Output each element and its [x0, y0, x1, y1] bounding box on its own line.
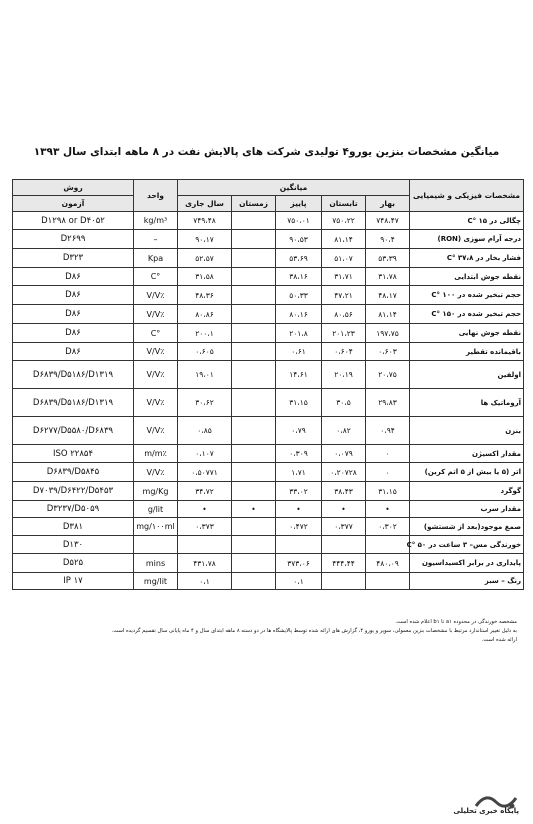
cell-summer: ۰،۰۷۹: [322, 445, 366, 463]
footnote: مشخصه خورندگی در محدوده a۱ تا b۱ اعلام شده است.: [395, 619, 517, 625]
cell-unit: C°: [134, 268, 178, 286]
cell-spring: ۳۱،۷۸: [366, 268, 410, 286]
table-row: [13, 324, 524, 343]
cell-method: D۳۸۱: [13, 518, 134, 536]
table-row: [13, 268, 524, 286]
cell-winter: [232, 343, 276, 361]
cell-summer: ۵۱،۰۷: [322, 249, 366, 268]
cell-summer: ۳۰،۵: [322, 389, 366, 417]
cell-current-year: [178, 536, 232, 554]
watermark-caption: پایگاه خبری تحلیلی: [453, 807, 519, 815]
cell-unit: g/lit: [134, 501, 178, 518]
cell-summer: ۳۱،۷۱: [322, 268, 366, 286]
cell-method: D۳۲۳: [13, 249, 134, 268]
cell-autumn: ۰،۴۷۲: [276, 518, 322, 536]
cell-winter: [232, 286, 276, 305]
cell-method: D۶۸۳۹/D۵۱۸۶/D۱۳۱۹: [13, 389, 134, 417]
row-property: مقدار اکسیژن: [410, 445, 524, 463]
cell-summer: ۸۱،۱۴: [322, 230, 366, 249]
header-method: روش: [13, 180, 134, 196]
cell-autumn: ۲۰۱،۸: [276, 324, 322, 343]
cell-unit: mg/۱۰۰ml: [134, 518, 178, 536]
row-property: نقطه جوش نهایی: [410, 324, 524, 343]
cell-winter: [232, 324, 276, 343]
header-test: آزمون: [13, 196, 134, 212]
cell-autumn: •: [276, 501, 322, 518]
cell-spring: [366, 536, 410, 554]
table-row: [13, 573, 524, 590]
row-property: نقطه جوش ابتدایی: [410, 268, 524, 286]
cell-autumn: ۳۸،۱۶: [276, 268, 322, 286]
cell-current-year: ۲۰۰،۱: [178, 324, 232, 343]
header-property: مشخصات فیزیکی و شیمیایی: [410, 180, 524, 212]
cell-unit: mg/Kg: [134, 482, 178, 501]
cell-current-year: ۰،۱: [178, 573, 232, 590]
row-property: گوگرد: [410, 482, 524, 501]
cell-current-year: ۰،۱۰۷: [178, 445, 232, 463]
cell-summer: ۸۰،۵۶: [322, 305, 366, 324]
cell-winter: [232, 554, 276, 573]
footnotes: [12, 618, 517, 645]
cell-winter: [232, 268, 276, 286]
cell-spring: [366, 573, 410, 590]
cell-winter: [232, 463, 276, 482]
table-row: [13, 343, 524, 361]
cell-autumn: ۷۵۰،۰۱: [276, 212, 322, 230]
cell-autumn: ۰،۳۰۹: [276, 445, 322, 463]
cell-method: D۶۲۷۷/D۵۵۸۰/D۶۸۳۹: [13, 417, 134, 445]
cell-winter: [232, 536, 276, 554]
cell-autumn: ۵۳،۶۹: [276, 249, 322, 268]
cell-spring: ۰،۹۴: [366, 417, 410, 445]
table-row: [13, 305, 524, 324]
cell-method: IP ۱۷: [13, 573, 134, 590]
cell-winter: [232, 361, 276, 389]
cell-summer: ۴۴۴،۴۴: [322, 554, 366, 573]
cell-method: D۲۶۹۹: [13, 230, 134, 249]
cell-unit: V/V٪: [134, 463, 178, 482]
cell-summer: •: [322, 501, 366, 518]
row-property: اتر (۵ یا بیش از ۵ اتم کربن): [410, 463, 524, 482]
cell-autumn: ۳۱،۱۵: [276, 389, 322, 417]
cell-spring: ۷۴۸،۴۷: [366, 212, 410, 230]
cell-spring: ۴۸۰،۰۹: [366, 554, 410, 573]
footnote: به دلیل تغییر استاندارد مرتبط با مشخصات بنزین معمولی، سوپر و یورو ۴، گزارش های ارائه شده توسط پالایشگاه ها در دو دسته ۸ ماهه ابتدای سال و ۴ ماه پایانی سال تقسیم گردیده است.: [111, 628, 517, 634]
cell-summer: ۰،۸۲: [322, 417, 366, 445]
cell-unit: V/V٪: [134, 286, 178, 305]
row-property: صمغ موجود(بعد از شستشو): [410, 518, 524, 536]
cell-method: D۳۲۳۷/D۵۰۵۹: [13, 501, 134, 518]
header-autumn: پاییز: [276, 196, 322, 212]
cell-method: D۷۰۳۹/D۶۴۲۲/D۵۴۵۳: [13, 482, 134, 501]
cell-current-year: ۹۰،۱۷: [178, 230, 232, 249]
cell-summer: [322, 536, 366, 554]
cell-current-year: ۰،۵۰۷۷۱: [178, 463, 232, 482]
cell-winter: [232, 212, 276, 230]
header-summer: تابستان: [322, 196, 366, 212]
cell-method: D۶۸۳۹/D۵۸۴۵: [13, 463, 134, 482]
cell-unit: –: [134, 230, 178, 249]
cell-winter: •: [232, 501, 276, 518]
header-current-year: سال جاری: [178, 196, 232, 212]
table-row: [13, 361, 524, 389]
cell-unit: Kpa: [134, 249, 178, 268]
header-winter: زمستان: [232, 196, 276, 212]
cell-summer: ۰،۳۷۷: [322, 518, 366, 536]
cell-method: D۸۶: [13, 286, 134, 305]
cell-autumn: ۳۷۳،۰۶: [276, 554, 322, 573]
cell-winter: [232, 482, 276, 501]
cell-unit: V/V٪: [134, 305, 178, 324]
cell-current-year: ۵۲،۵۷: [178, 249, 232, 268]
table-row: [13, 518, 524, 536]
cell-winter: [232, 305, 276, 324]
cell-summer: ۲۰۱،۲۳: [322, 324, 366, 343]
footnote: ارائه شده است.: [481, 637, 517, 643]
row-property: رنگ – سبز: [410, 573, 524, 590]
cell-unit: C°: [134, 324, 178, 343]
table-row: [13, 445, 524, 463]
cell-winter: [232, 230, 276, 249]
cell-method: D۱۲۹۸ or D۴۰۵۲: [13, 212, 134, 230]
cell-spring: ۰،۶۰۳: [366, 343, 410, 361]
cell-summer: [322, 573, 366, 590]
cell-current-year: ۱۹،۰۱: [178, 361, 232, 389]
cell-spring: ۹۰،۴: [366, 230, 410, 249]
row-property: باقیمانده تقطیر: [410, 343, 524, 361]
cell-current-year: ۰،۸۵: [178, 417, 232, 445]
cell-autumn: [276, 536, 322, 554]
cell-spring: ۲۹،۸۳: [366, 389, 410, 417]
cell-method: D۵۲۵: [13, 554, 134, 573]
cell-summer: ۰،۲۰۷۲۸: [322, 463, 366, 482]
table-row: [13, 482, 524, 501]
cell-method: D۸۶: [13, 343, 134, 361]
table-row: [13, 286, 524, 305]
row-property: آروماتیک ها: [410, 389, 524, 417]
table-row: [13, 554, 524, 573]
cell-spring: ۴۸،۱۷: [366, 286, 410, 305]
cell-autumn: ۵۰،۳۳: [276, 286, 322, 305]
header-average: میانگین: [178, 180, 410, 196]
cell-autumn: ۸۰،۱۶: [276, 305, 322, 324]
row-property: درجه آرام سوزی (RON): [410, 230, 524, 249]
table-row: [13, 501, 524, 518]
cell-autumn: ۰،۱: [276, 573, 322, 590]
cell-winter: [232, 518, 276, 536]
cell-spring: •: [366, 501, 410, 518]
cell-method: D۸۶: [13, 305, 134, 324]
cell-current-year: ۴۳۱،۷۸: [178, 554, 232, 573]
cell-autumn: ۰،۷۹: [276, 417, 322, 445]
cell-current-year: ۰،۶۰۵: [178, 343, 232, 361]
cell-summer: ۰،۶۰۴: [322, 343, 366, 361]
row-property: پایداری در برابر اکسیداسیون: [410, 554, 524, 573]
cell-method: D۱۳۰: [13, 536, 134, 554]
cell-method: D۸۶: [13, 268, 134, 286]
table-row: [13, 212, 524, 230]
cell-current-year: ۸۰،۸۶: [178, 305, 232, 324]
cell-spring: ۵۳،۳۹: [366, 249, 410, 268]
cell-unit: mg/lit: [134, 573, 178, 590]
table-row: [13, 463, 524, 482]
cell-current-year: ۳۰،۶۲: [178, 389, 232, 417]
cell-unit: mins: [134, 554, 178, 573]
header-spring: بهار: [366, 196, 410, 212]
cell-spring: ۰،۳۰۲: [366, 518, 410, 536]
cell-unit: kg/m³: [134, 212, 178, 230]
cell-spring: ۰: [366, 463, 410, 482]
cell-spring: ۱۹۷،۷۵: [366, 324, 410, 343]
cell-unit: V/V٪: [134, 389, 178, 417]
row-property: حجم تبخیر شده در C° ۱۵۰: [410, 305, 524, 324]
cell-winter: [232, 417, 276, 445]
cell-spring: ۰: [366, 445, 410, 463]
cell-unit: [134, 536, 178, 554]
row-property: اولفین: [410, 361, 524, 389]
row-property: مقدار سرب: [410, 501, 524, 518]
cell-current-year: ۴۸،۳۶: [178, 286, 232, 305]
cell-current-year: ۳۴،۷۲: [178, 482, 232, 501]
cell-unit: V/V٪: [134, 361, 178, 389]
cell-unit: V/V٪: [134, 417, 178, 445]
specs-table: [12, 179, 524, 590]
cell-spring: ۸۱،۱۴: [366, 305, 410, 324]
cell-winter: [232, 573, 276, 590]
cell-spring: ۲۰،۷۵: [366, 361, 410, 389]
table-row: [13, 417, 524, 445]
cell-autumn: ۳۳،۰۲: [276, 482, 322, 501]
table-row: [13, 230, 524, 249]
cell-unit: m/m٪: [134, 445, 178, 463]
cell-winter: [232, 249, 276, 268]
table-row: [13, 249, 524, 268]
cell-autumn: ۱،۷۱: [276, 463, 322, 482]
header-unit: واحد: [134, 180, 178, 212]
cell-current-year: ۰،۳۷۳: [178, 518, 232, 536]
row-property: فشار بخار در C° ۳۷،۸: [410, 249, 524, 268]
table-row: [13, 536, 524, 554]
cell-summer: ۴۷،۲۱: [322, 286, 366, 305]
cell-current-year: ۳۱،۵۸: [178, 268, 232, 286]
cell-summer: ۷۵۰،۲۲: [322, 212, 366, 230]
row-property: چگالی در C° ۱۵: [410, 212, 524, 230]
cell-method: D۶۸۳۹/D۵۱۸۶/D۱۳۱۹: [13, 361, 134, 389]
cell-current-year: ۷۴۹،۴۸: [178, 212, 232, 230]
cell-current-year: •: [178, 501, 232, 518]
cell-method: D۸۶: [13, 324, 134, 343]
page-title: میانگین مشخصات بنزین یورو۴ تولیدی شرکت های پالایش نفت در ۸ ماهه ابتدای سال ۱۳۹۳: [33, 146, 500, 158]
cell-method: ISO ۲۲۸۵۴: [13, 445, 134, 463]
row-property: خورندگی مس– ۳ ساعت در C° ۵۰: [410, 536, 524, 554]
cell-winter: [232, 389, 276, 417]
cell-autumn: ۱۴،۶۱: [276, 361, 322, 389]
row-property: حجم تبخیر شده در C° ۱۰۰: [410, 286, 524, 305]
cell-spring: ۳۱،۱۵: [366, 482, 410, 501]
cell-summer: ۲۰،۱۹: [322, 361, 366, 389]
row-property: بنزن: [410, 417, 524, 445]
cell-summer: ۳۸،۴۳: [322, 482, 366, 501]
cell-winter: [232, 445, 276, 463]
table-row: [13, 389, 524, 417]
cell-autumn: ۹۰،۵۳: [276, 230, 322, 249]
cell-autumn: ۰،۶۱: [276, 343, 322, 361]
cell-unit: V/V٪: [134, 343, 178, 361]
